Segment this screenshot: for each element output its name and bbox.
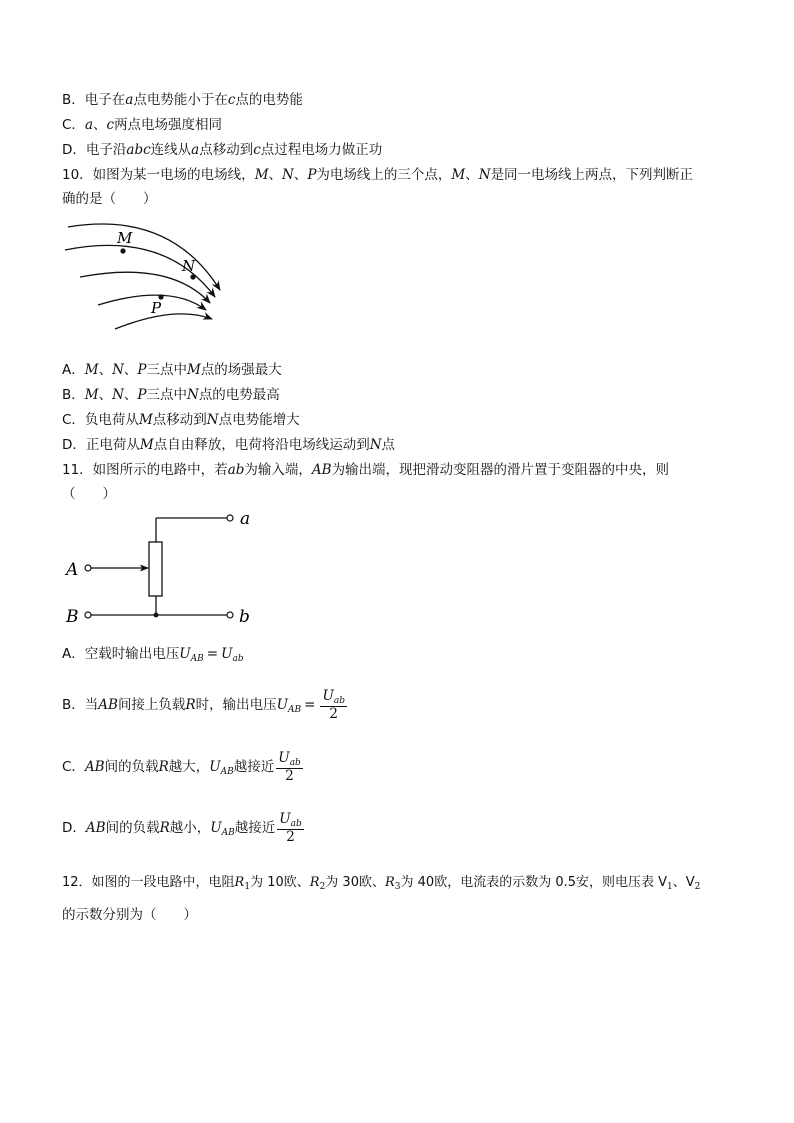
label-n: N — [182, 257, 196, 275]
label-b: b — [239, 607, 250, 627]
field-line-5 — [115, 314, 212, 329]
q10-option-d: D．正电荷从M点自由释放，电荷将沿电场线运动到N点 — [62, 437, 396, 453]
fraction-uab-over-2: $\frac{U_{ab}}{2}$ — [278, 749, 301, 784]
q9-option-d: D．电子沿abc连线从a点移动到c点过程电场力做正功 — [62, 142, 383, 158]
fraction-uab-over-2: $\frac{U_{ab}}{2}$ — [279, 810, 302, 845]
field-line-1 — [68, 224, 220, 290]
q11-option-c: C．AB间的负载R越大，$U_{AB}$越接近 $\frac{U_{ab}}{2}$ — [62, 749, 301, 784]
label-a: a — [240, 509, 251, 529]
rheostat-resistor — [149, 542, 162, 596]
q9-option-c: C．a、c两点电场强度相同 — [62, 117, 223, 133]
terminal-b — [227, 612, 233, 618]
q10-field-lines-figure — [60, 215, 240, 350]
label-m: M — [117, 229, 133, 247]
q11-option-b: B．当AB间接上负载R时，输出电压$U_{AB}$ = $\frac{U_{ab}}{2}$ — [62, 687, 345, 722]
q11-circuit-figure — [60, 505, 270, 630]
label-p: P — [151, 299, 162, 317]
q10-option-a: A．M、N、P三点中M点的场强最大 — [62, 362, 282, 378]
q11-option-d: D．AB间的负载R越小，$U_{AB}$越接近 $\frac{U_{ab}}{2}$ — [62, 810, 302, 845]
junction-dot — [154, 613, 159, 618]
q11-stem-line2: （ ） — [62, 486, 116, 502]
q10-stem-line2: 确的是（ ） — [62, 191, 157, 207]
q10-stem-line1: 10．如图为某一电场的电场线，M、N、P为电场线上的三个点，M、N是同一电场线上两点，下列判断正 — [62, 167, 694, 183]
label-A: A — [66, 560, 79, 580]
q12-stem-line2: 的示数分别为（ ） — [62, 907, 197, 923]
terminal-A — [85, 565, 91, 571]
fraction-uab-over-2: $\frac{U_{ab}}{2}$ — [322, 687, 345, 722]
q12-stem-line1: 12．如图的一段电路中，电阻$R_1$为 10欧、$R_2$为 30欧、$R_3$为 40欧，电流表的示数为 0.5安，则电压表 $V_1$、$V_2$ — [62, 875, 701, 892]
terminal-a — [227, 515, 233, 521]
point-n-dot — [190, 274, 195, 279]
terminal-B — [85, 612, 91, 618]
q10-option-b: B．M、N、P三点中N点的电势最高 — [62, 387, 280, 403]
point-m-dot — [120, 248, 125, 253]
q11-stem-line1: 11．如图所示的电路中，若ab为输入端，AB为输出端，现把滑动变阻器的滑片置于变阻器的中央，则 — [62, 462, 670, 478]
q11-option-a: A．空载时输出电压$U_{AB} = U_{ab}$ — [62, 646, 244, 664]
q9-option-b: B．电子在a点电势能小于在c点的电势能 — [62, 92, 303, 108]
q10-option-c: C．负电荷从M点移动到N点电势能增大 — [62, 412, 300, 428]
label-B: B — [66, 607, 79, 627]
